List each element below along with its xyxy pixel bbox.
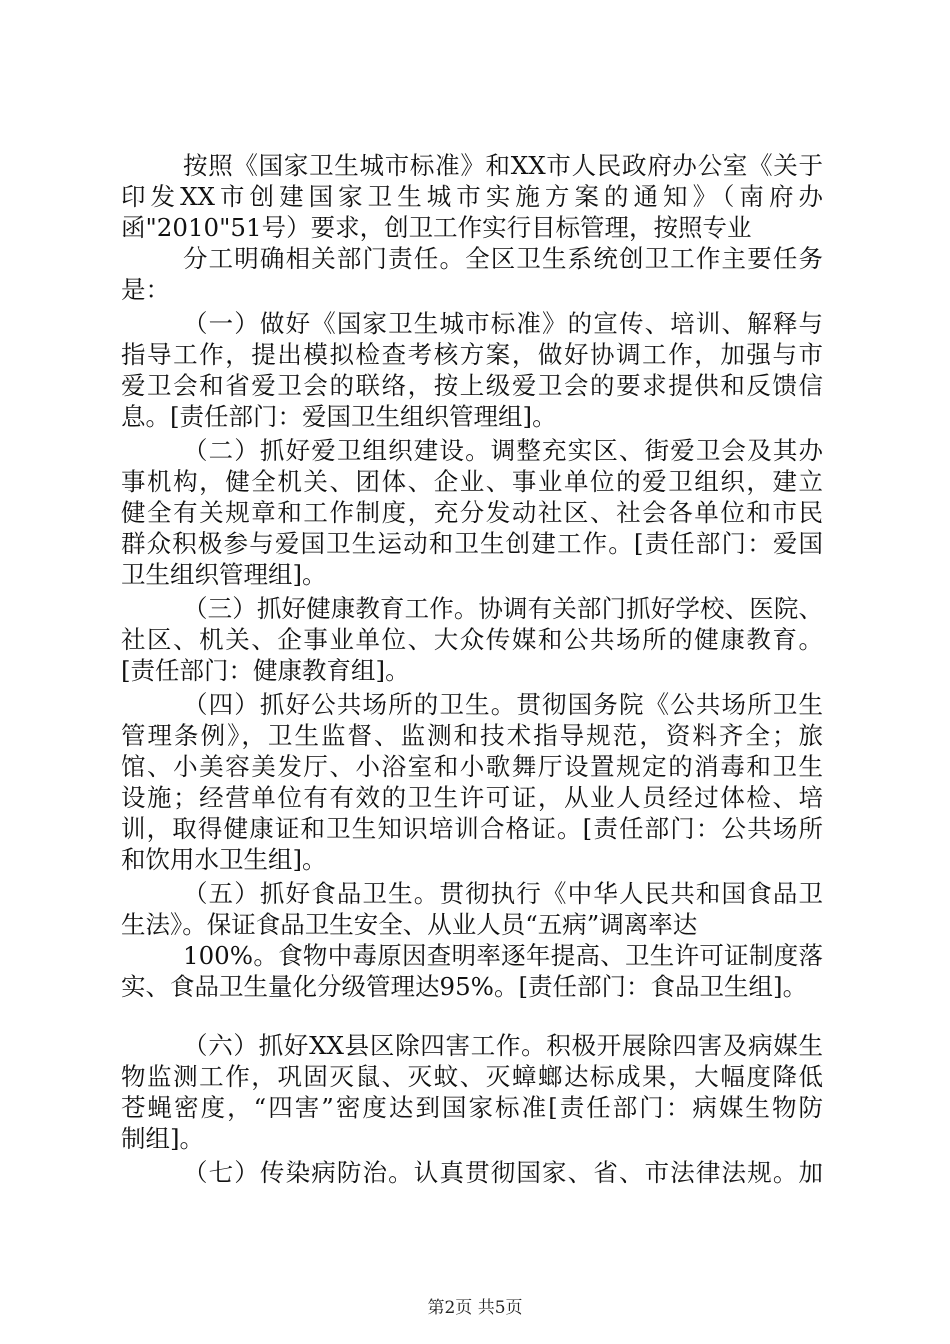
text-line: （二）抓好爱卫组织建设。调整充实区、街爱卫会及其办	[183, 436, 823, 465]
text-line: 制组]。	[121, 1124, 205, 1153]
text-line: 群众积极参与爱国卫生运动和卫生创建工作。[责任部门：爱国	[121, 529, 823, 558]
text-line: 指导工作，提出模拟检查考核方案，做好协调工作，加强与市	[121, 340, 823, 369]
text-line: （四）抓好公共场所的卫生。贯彻国务院《公共场所卫生	[183, 690, 823, 719]
text-line: 社区、机关、企事业单位、大众传媒和公共场所的健康教育。	[121, 625, 823, 654]
text-line: 实、食品卫生量化分级管理达95%。[责任部门：食品卫生组]。	[121, 972, 808, 1001]
text-line: [责任部门：健康教育组]。	[121, 656, 410, 685]
text-line: 健全有关规章和工作制度，充分发动社区、社会各单位和市民	[121, 498, 823, 527]
text-line: （五）抓好食品卫生。贯彻执行《中华人民共和国食品卫	[183, 879, 823, 908]
text-line: 训，取得健康证和卫生知识培训合格证。[责任部门：公共场所	[121, 814, 823, 843]
page-number-footer: 第2页 共5页	[427, 1298, 523, 1318]
text-line: 和饮用水卫生组]。	[121, 845, 327, 874]
text-line: 管理条例》，卫生监督、监测和技术指导规范，资料齐全；旅	[121, 721, 823, 750]
text-line: （七）传染病防治。认真贯彻国家、省、市法律法规。加	[183, 1158, 823, 1187]
text-line: 爱卫会和省爱卫会的联络，按上级爱卫会的要求提供和反馈信	[121, 371, 823, 400]
text-line: 馆、小美容美发厅、小浴室和小歌舞厅设置规定的消毒和卫生	[121, 752, 823, 781]
text-line: 事机构，健全机关、团体、企业、事业单位的爱卫组织，建立	[121, 467, 823, 496]
text-line: 按照《国家卫生城市标准》和XX市人民政府办公室《关于	[183, 151, 823, 180]
text-line: 印发XX市创建国家卫生城市实施方案的通知》（南府办	[121, 182, 823, 211]
text-line: 分工明确相关部门责任。全区卫生系统创卫工作主要任务	[183, 244, 823, 273]
text-line: 函"2010"51号）要求，创卫工作实行目标管理，按照专业	[121, 213, 752, 242]
text-line: 息。[责任部门：爱国卫生组织管理组]。	[121, 402, 557, 431]
text-line: 苍蝇密度，“四害”密度达到国家标准[责任部门：病媒生物防	[121, 1093, 823, 1122]
text-line: 100%。食物中毒原因查明率逐年提高、卫生许可证制度落	[183, 941, 823, 970]
text-line: （六）抓好XX县区除四害工作。积极开展除四害及病媒生	[183, 1031, 823, 1060]
text-line: （一）做好《国家卫生城市标准》的宣传、培训、解释与	[183, 309, 823, 338]
text-line: 物监测工作，巩固灭鼠、灭蚊、灭蟑螂达标成果，大幅度降低	[121, 1062, 823, 1091]
text-line: 生法》。保证食品卫生安全、从业人员“五病”调离率达	[121, 910, 698, 939]
text-line: 卫生组织管理组]。	[121, 560, 327, 589]
text-line: 设施；经营单位有有效的卫生许可证，从业人员经过体检、培	[121, 783, 823, 812]
text-line: （三）抓好健康教育工作。协调有关部门抓好学校、医院、	[183, 594, 823, 623]
text-line: 是：	[121, 275, 170, 304]
